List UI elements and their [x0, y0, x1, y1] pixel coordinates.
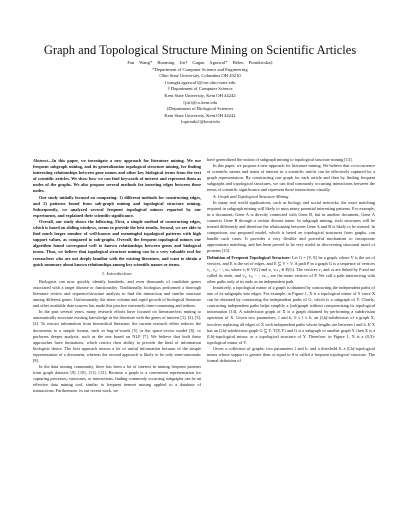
abstract-paragraph: Abstract—In this paper, we investigate a new approach for literature mining. We use frequent subgraph mining, and its generalization topological structure mining, for finding interesting relationships between gene names and other key biological terms from the text of scientific articles. We show how we can find keywords of interest and represent them as nodes of the graphs. We also propose several methods for inserting edges between these nodes. — [33, 158, 201, 194]
subsection-heading: A. Graph and Topological Structure Mining — [213, 193, 289, 199]
body-paragraph: In the data mining community, there has been a lot of interest in mining frequent patterns from graph datasets [9], [10], [11], [12]. Because a graph is a convenient representation for capturing precesses, structures, or interactions, finding commonly occurring subgraphs can be an effective data mining tool, similar to frequent itemset mining applied to a database of transactions. Furthermore, in our recent work, we — [33, 364, 201, 394]
body-paragraph: Biologists can now quickly identify hundreds, and even thousands of candidate genes associated with a target disease or functionality. Traditionally, biologists performed a thorough literature review and sequence/structure analysis to find the interaction and similar structure among different genes. Unfortunately, the sheer volume and rapid growth of biological literature and other available data sources has made this practice extremely time-consuming and tedious. — [33, 278, 201, 309]
paper-title: Graph and Topological Structure Mining on Scientific Articles — [43, 43, 357, 57]
abstract-paragraph: Overall, our study shows the following. First, a simple method of constructing edges, which is based on sliding windows, seems to provide the best results. Second, we are able to find much larger number of well-known and meaningful topological patterns with high support values, as compared to sub-graphs. Overall, the frequent topological minors our algorithm found correspond well to known relationships between genes and biological terms. Thus, we believe that topological structure mining can be a very valuable tool for researchers who are not deeply familiar with the existing literature, and want to obtain a quick summary about known relationships among key scientific names or terms. — [33, 218, 201, 267]
author-names: Fan Wang* Ruoming Jin† Gagan Agrawal* Helen Piontkivska‡ — [127, 60, 273, 65]
body-paragraph: Given a collection of graphs, two parameters l and h, and a threshold θ, a (l,h)-topological minor whose support is greater than or equal to θ is called a frequent topological structure. The formal definition of — [207, 345, 375, 364]
definition-paragraph: Definition of Frequent Topological Structure: Let G = (V, E) be a graph, where V is the set of vertices, and E is the set of edges, and E ⊆ V × V. A path P in a graph G is a sequence of vertices v₁, v₂, ···, vₖ, where vᵢ ∈ V(G) and vᵢ, vᵢ₊₁ ∈ E(G). The vertices v₁ and vₖ are linked by P and are called its ends, and v₂, v₃, ···, vₖ₋₁ are the inner vertices of P. We call a path intersecting with other paths only at its ends as an independent path. — [207, 254, 376, 284]
body-paragraph: In many real world applications, such as biology and social networks, the exact matching required in subgraph mining will likely to miss many potential interesting patterns. For example, in a document, Gene A is directly connected with Gene B, but in another document, Gene A connects Gene B through a certain disease name. In subgraph mining, such structures will be treated differently and therefore the relationship between Gene A and B is likely to be missed. In comparison, our proposed model, which is based on topological structures from graphs, can handle such cases. It provides a very flexible and powerful mechanism to incorporate approximate matching, and has been proved to be very useful in discovering structural motif of proteins [13]. — [207, 199, 375, 254]
body-paragraph: Intuitively, a topological minor of a graph is obtained by contracting the independent paths of one of its subgraphs into edges. For example, in Figure 1, X is a topological minor of Y since X can be obtained by contracting the independent paths of G, which is a subgraph of Y. Clearly, contracting independent paths helps simplify a (sub)graph without compromising its topological information [14]. A subdivision graph of X is a graph obtained by performing a subdivision operation of X. Given two parameters, l and h, 0 ≤ l ≤ h, an (l,h)-subdivision of a graph X, involves replacing all edges of X with independent paths whose lengths are between l and h. If X has an (l,h)-subdivision graph G ⊆ Y, T(X,Y) and G is a subgraph of another graph Y, then X is a (l,h)-topological minor, or a topological structure of Y. Therefore, in Figure 1, X is a (0,3)-topological minor of Y. — [207, 284, 375, 345]
definition-label: Definition of Frequent Topological Structure: — [207, 254, 291, 260]
body-paragraph: In this paper, we propose a new approach for literature mining. We believe that co-occurrence of scientific names and terms of interest in a scientific article can be effectively captured by a graph representation. By constructing one graph for each article and then by finding frequent subgraphs and topological structures, we can find commonly occurring interactions between the terms of scientific significance and represent those interactions visually. — [207, 163, 375, 193]
body-paragraph: have generalized the notion of subgraph mining to topological structure mining [13]. — [207, 157, 353, 162]
right-column — [207, 157, 375, 364]
left-column — [33, 158, 201, 395]
affiliation-3: ‡Department of Biological Sciences Kent State University, Kent OH 44242 {opiontki}@kent.edu — [164, 106, 236, 125]
body-paragraph: In the past several years, many research efforts have focused on literature/text mining to automatically associate existing knowledge in the literature with the genes of interest [1], [2], [3], [4]. To extract information from biomedical literature, the current research either reduces the documents to a simple format, such as bag-of-words [5] or the space-vector model [6], or performs deeper analysis, such as the one based on NLP [7]. We believe that both these approaches have limitations, which restrict their ability to provide the kind of information biologists desire. The first approach misses a lot of useful information because of the simple representation of a document, whereas the second approach is likely to be only semi-automatic [8]. — [33, 309, 201, 363]
author-block — [0, 60, 400, 126]
abstract — [33, 158, 201, 268]
abstract-label: Abstract — [33, 158, 48, 163]
affiliation-2: † Department of Computer Science Kent State University, Kent OH 44242 {jin}@cs.kent.edu — [164, 86, 236, 105]
affiliation-1: *Department of Computer Science and Engineering Ohio State University, Columbus OH 43210 {wangfa,agrawal}@cse.ohio-state.edu — [152, 66, 248, 85]
abstract-paragraph: Our study initially focused on comparing: 1) different methods for constructing edges, and 2) patterns found from sub-graph mining and topological structure mining. Subsequently, we analyzed several frequent topological minors reported by our experiments, and explained their scientific significance. — [33, 194, 201, 218]
section-heading: I. Introduction — [102, 270, 132, 276]
